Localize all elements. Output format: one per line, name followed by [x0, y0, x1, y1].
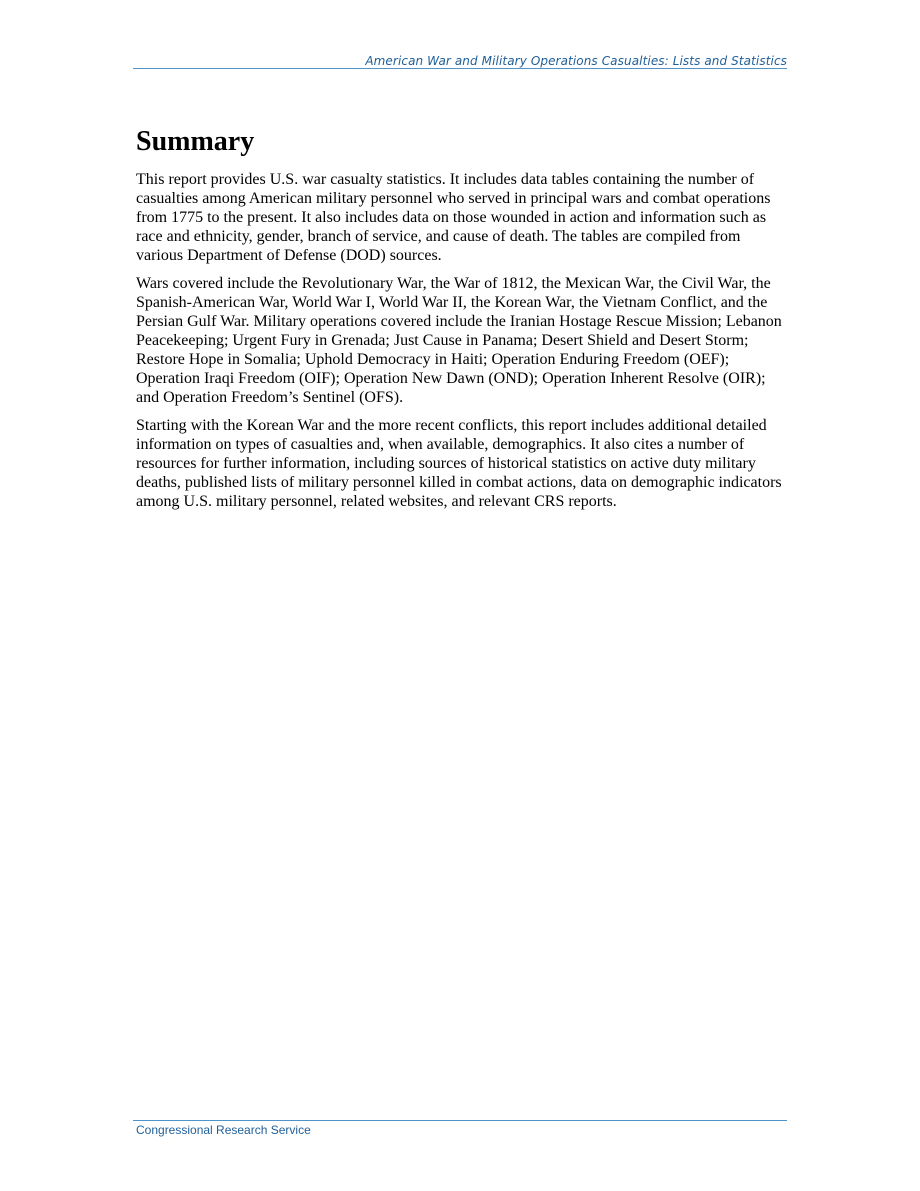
section-heading: Summary — [136, 126, 255, 157]
running-header: American War and Military Operations Casualties: Lists and Statistics — [365, 54, 787, 68]
summary-paragraph-2: Wars covered include the Revolutionary War, the War of 1812, the Mexican War, the Civil War, the Spanish-American War, World War I, World War II, the Korean War, the Vietnam Conflict, and the Persian Gulf War. Military operations covered include the Iranian Hostage Rescue Mission; Lebanon Peacekeeping; Urgent Fury in Grenada; Just Cause in Panama; Desert Shield and Desert Storm; Restore Hope in Somalia; Uphold Democracy in Haiti; Operation Enduring Freedom (OEF); Operation Iraqi Freedom (OIF); Operation New Dawn (OND); Operation Inherent Resolve (OIR); and Operation Freedom’s Sentinel (OFS). — [136, 275, 782, 406]
summary-paragraph-3: Starting with the Korean War and the more recent conflicts, this report includes additional detailed information on types of casualties and, when available, demographics. It also cites a number of resources for further information, including sources of historical statistics on active duty military deaths, published lists of military personnel killed in combat actions, data on demographic indicators among U.S. military personnel, related websites, and relevant CRS reports. — [136, 417, 782, 510]
running-footer: Congressional Research Service — [136, 1123, 311, 1137]
header-rule — [133, 68, 787, 69]
summary-paragraph-1: This report provides U.S. war casualty statistics. It includes data tables containing the number of casualties among American military personnel who served in principal wars and combat operations from 1775 to the present. It also includes data on those wounded in action and information such as race and ethnicity, gender, branch of service, and cause of death. The tables are compiled from various Department of Defense (DOD) sources. — [136, 171, 771, 264]
main-content — [136, 124, 782, 520]
footer-rule — [133, 1120, 787, 1121]
